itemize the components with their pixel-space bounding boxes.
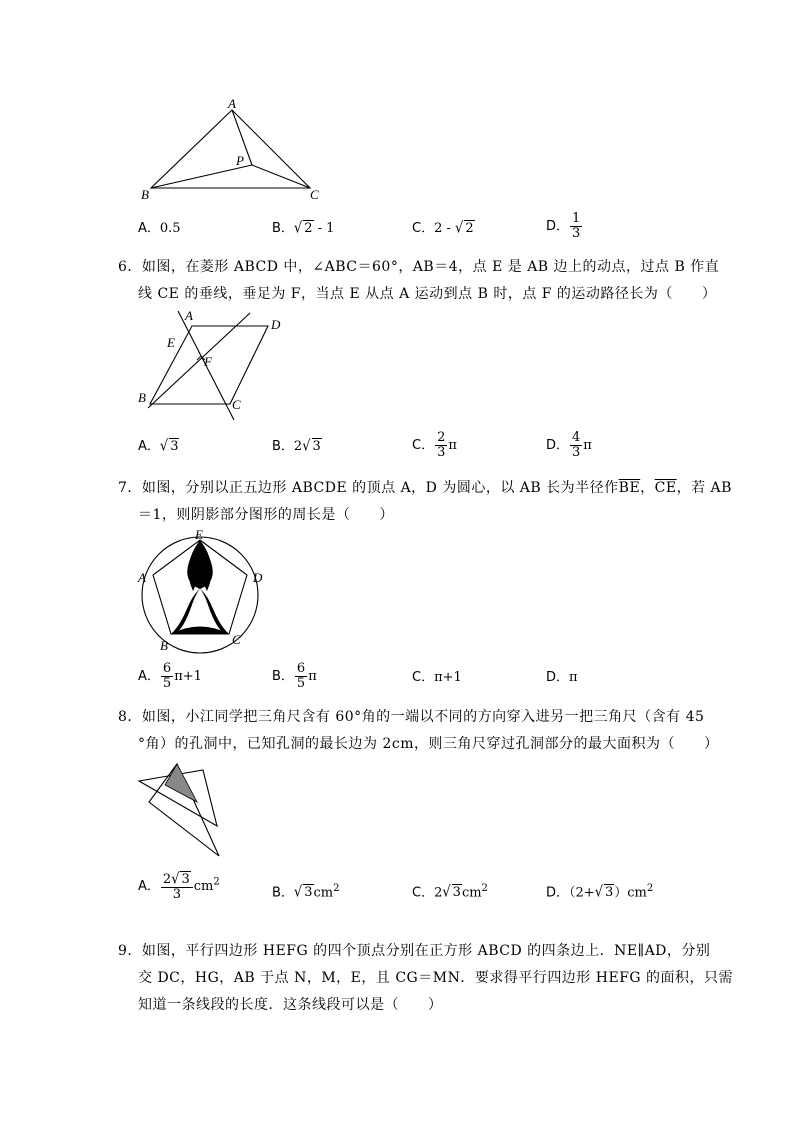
q5-option-d[interactable]: D． $\frac{1}{3}$ xyxy=(546,211,581,241)
q7-figure xyxy=(133,527,273,657)
q7-text-line2: ＝1，则阴影部分图形的周长是（ ） xyxy=(138,507,394,523)
arc-BE: $\overline{BE}$ xyxy=(618,480,641,496)
label-E: E xyxy=(167,335,175,350)
q8-option-d[interactable]: D．（2+√ $3)cm^2$ xyxy=(546,883,654,902)
label-D: D xyxy=(253,570,263,585)
label-C: C xyxy=(232,632,241,647)
q6-option-a[interactable]: A．√ 3 xyxy=(138,437,179,456)
q9-text-line1: 9．如图，平行四边形 HEFG 的四个顶点分别在正方形 ABCD 的四条边上．NE∥AD，分别 xyxy=(118,943,711,959)
arc-CE: $\overline{CE}$ xyxy=(654,480,677,496)
q5-option-c[interactable]: C．2 - √ 2 xyxy=(412,219,474,238)
q6-text-line1: 6．如图，在菱形 ABCD 中，∠ABC＝60°，AB＝4，点 E 是 AB 边上的动点，过点 B 作直 xyxy=(118,259,720,275)
q5-option-b[interactable]: B．√ 2 - 1 xyxy=(272,219,335,238)
q7-option-b[interactable]: B． $\frac{6}{5}$ π xyxy=(272,661,317,691)
label-D: D xyxy=(271,317,281,332)
label-B: B xyxy=(141,187,149,202)
q7-text-line1: 7．如图，分别以正五边形 ABCDE 的顶点 A，D 为圆心，以 AB 长为半径作$\overline{BE}$，$\overline{CE}$，若 AB xyxy=(118,480,732,496)
q5-figure xyxy=(130,95,330,205)
q8-figure xyxy=(135,758,235,863)
q8-text-line1: 8．如图，小江同学把三角尺含有 60°角的一端以不同的方向穿入进另一把三角尺（含有 45 xyxy=(118,709,705,725)
q8-option-c[interactable]: C．2√ $3cm^2$ xyxy=(412,883,488,902)
label-C: C xyxy=(310,187,319,202)
q6-figure xyxy=(130,305,290,425)
q9-text-line3: 知道一条线段的长度．这条线段可以是（ ） xyxy=(138,997,443,1013)
q7-option-d[interactable]: D．π xyxy=(546,670,578,685)
label-B: B xyxy=(160,638,168,653)
q8-option-a[interactable]: A． $\frac{2√ 3}{3}$ $cm^2$ xyxy=(138,870,220,902)
label-E: E xyxy=(195,527,203,542)
q6-text-line2: 线 CE 的垂线，垂足为 F，当点 E 从点 A 运动到点 B 时，点 F 的运动路径长为（ ） xyxy=(138,286,717,302)
q6-option-b[interactable]: B．2√ 3 xyxy=(272,437,321,456)
label-A: A xyxy=(228,96,236,111)
label-B: B xyxy=(138,390,146,405)
q9-text-line2: 交 DC，HG，AB 于点 N，M，E，且 CG＝MN．要求得平行四边形 HEFG 的面积，只需 xyxy=(138,970,734,986)
label-F: F xyxy=(204,354,212,369)
q7-option-c[interactable]: C．π+1 xyxy=(412,670,462,685)
label-C: C xyxy=(232,397,241,412)
q7-option-a[interactable]: A． $\frac{6}{5}$ π+1 xyxy=(138,661,202,691)
q8-text-line2: °角）的孔洞中，已知孔洞的最长边为 2cm，则三角尺穿过孔洞部分的最大面积为（ ） xyxy=(138,736,719,752)
q5-option-a[interactable]: A．0.5 xyxy=(138,221,181,236)
q6-option-d[interactable]: D． $\frac{4}{3}$ π xyxy=(546,430,592,460)
label-P: P xyxy=(236,153,244,168)
q8-option-b[interactable]: B．√ $3cm^2$ xyxy=(272,883,340,902)
label-A: A xyxy=(185,308,193,323)
q6-option-c[interactable]: C． $\frac{2}{3}$ π xyxy=(412,430,457,460)
label-A: A xyxy=(138,570,146,585)
